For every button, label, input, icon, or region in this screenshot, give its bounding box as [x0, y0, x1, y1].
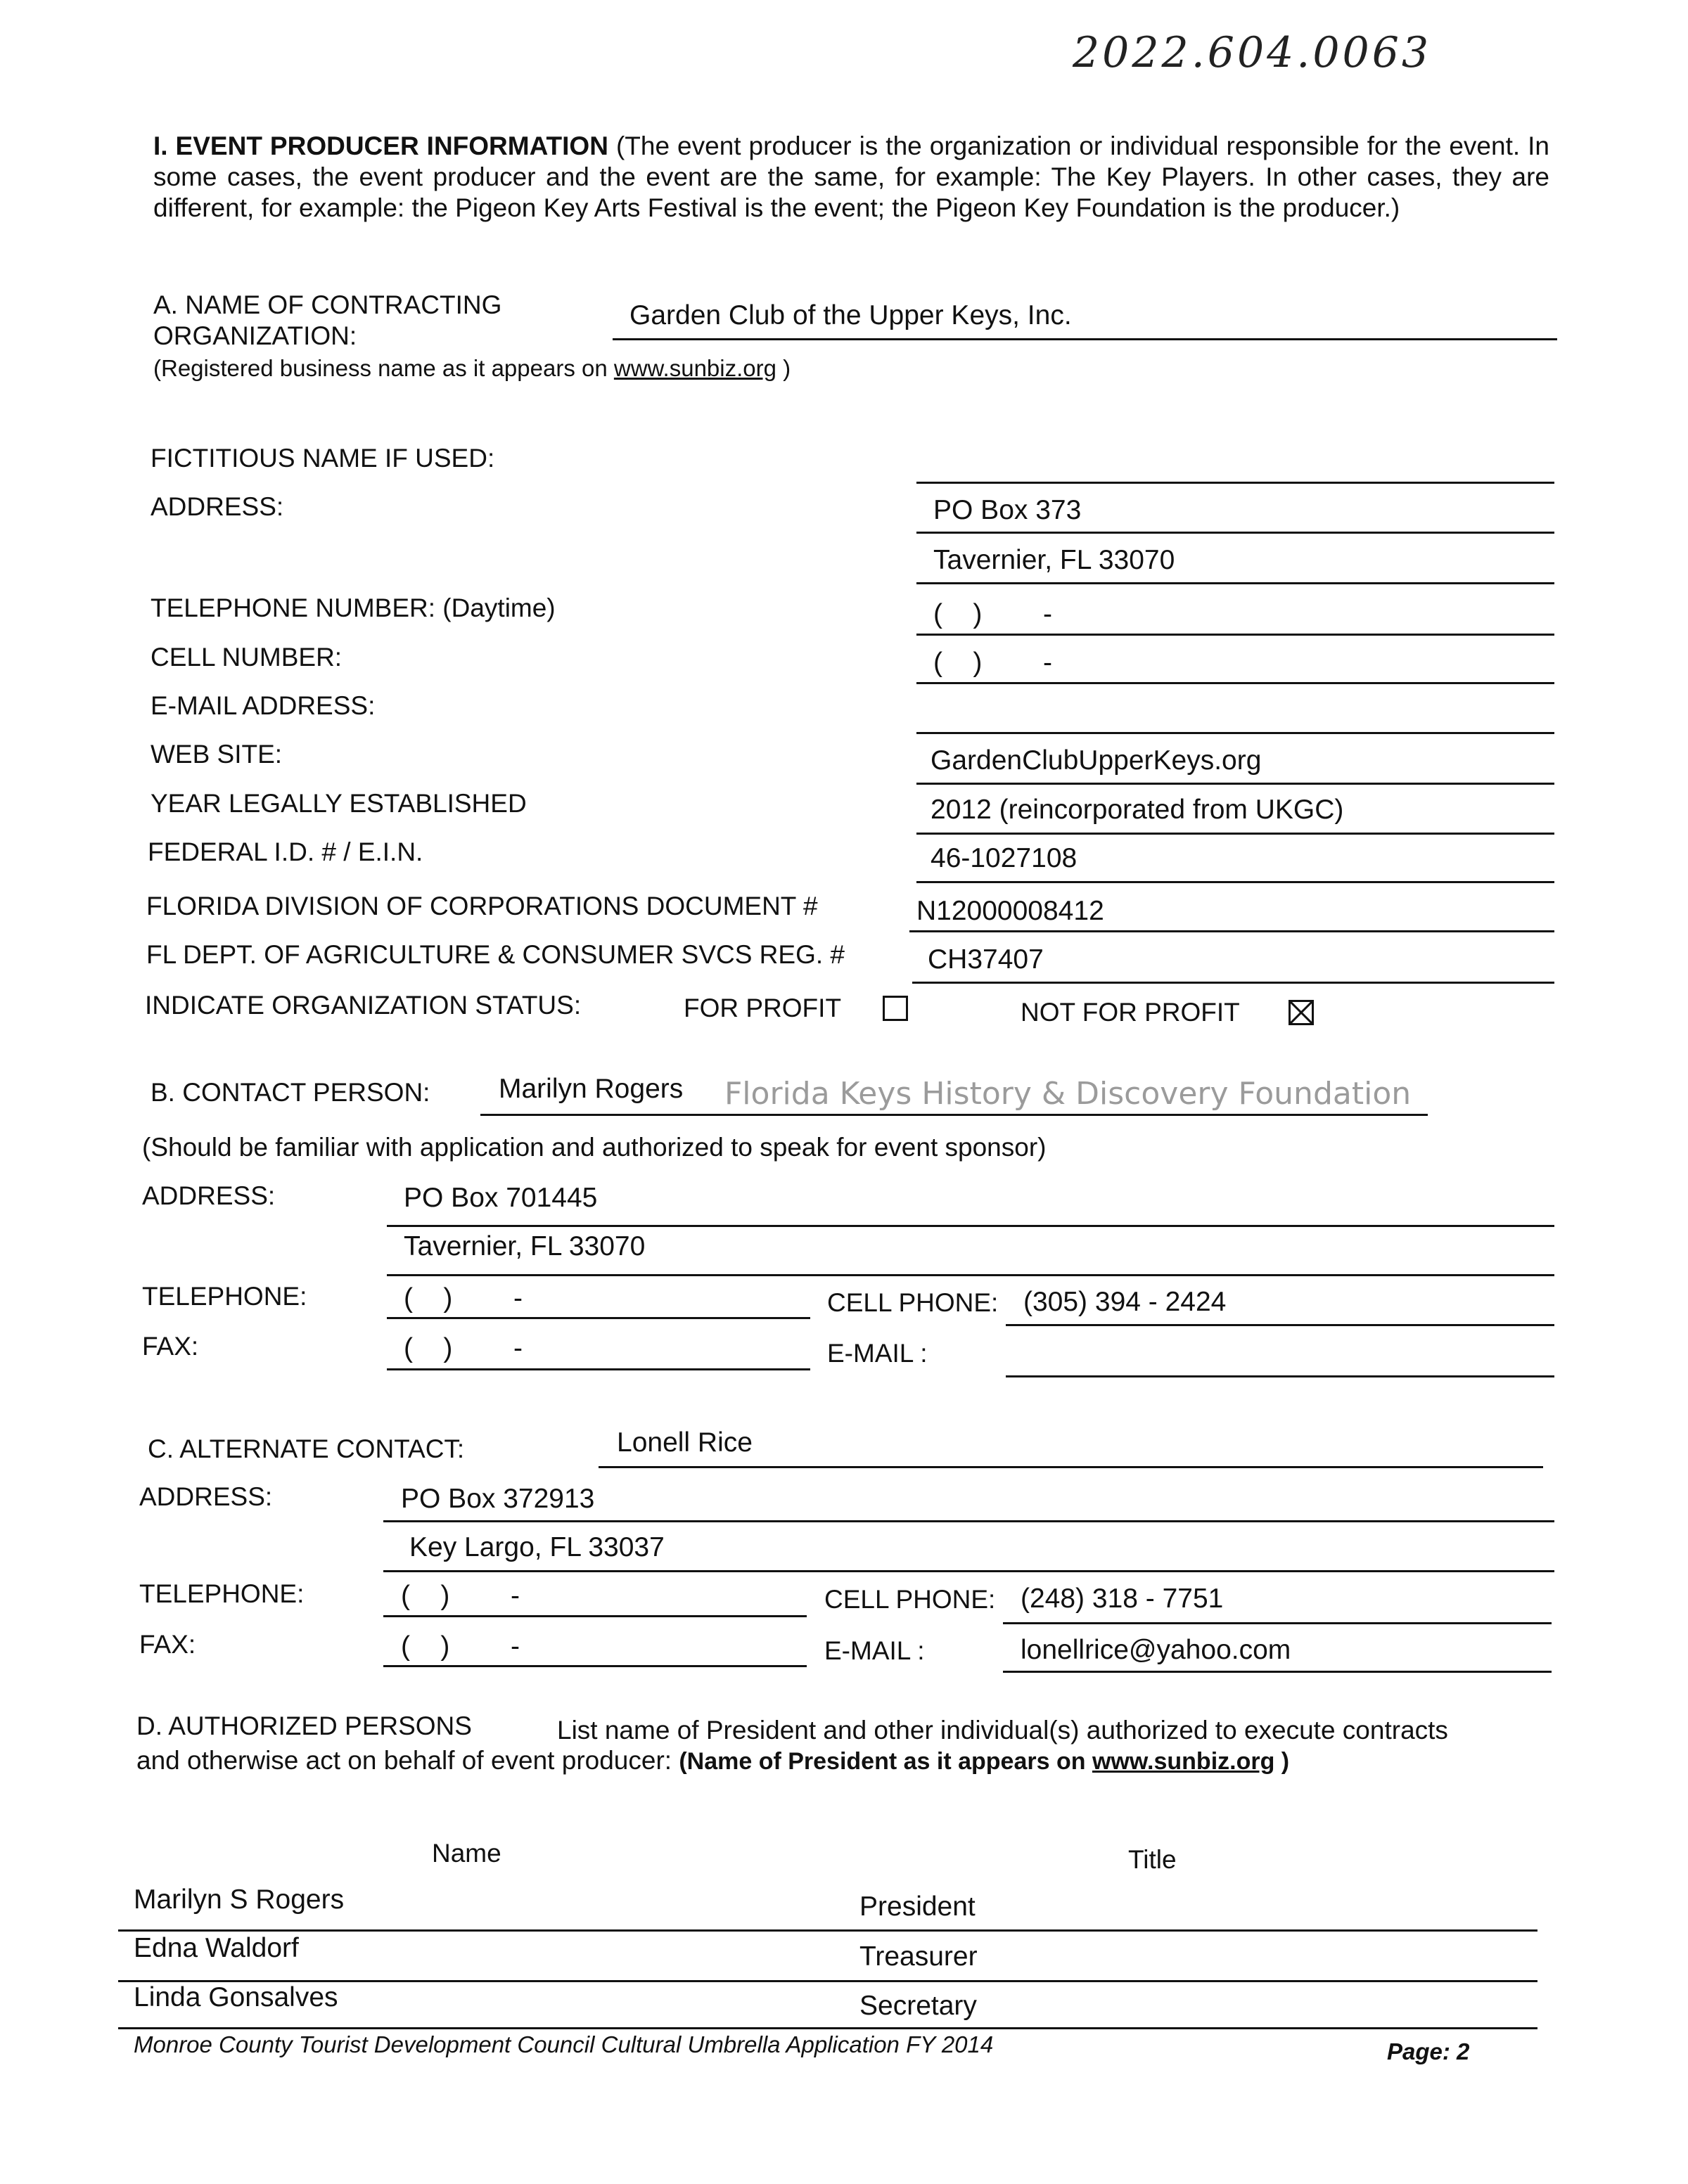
authorized-title[interactable]: Treasurer [859, 1941, 978, 1972]
alternate-fax-label: FAX: [139, 1630, 196, 1659]
alternate-fax-line [383, 1665, 807, 1667]
org-name-label-2: ORGANIZATION: [153, 321, 357, 350]
org-name-value[interactable]: Garden Club of the Upper Keys, Inc. [629, 300, 1072, 330]
authorized-title[interactable]: President [859, 1891, 976, 1922]
contact-address-line1-line [387, 1225, 1554, 1227]
fl-doc-value[interactable]: N12000008412 [916, 896, 1104, 926]
sunbiz-link-2[interactable]: www.sunbiz.org [1092, 1748, 1275, 1775]
status-label: INDICATE ORGANIZATION STATUS: [145, 991, 582, 1020]
not-for-profit-checkbox[interactable] [1289, 1000, 1314, 1025]
authorized-title[interactable]: Secretary [859, 1991, 977, 2021]
org-name-note [153, 356, 791, 381]
authorized-text-2c: ) [1274, 1748, 1290, 1775]
alternate-email-label: E-MAIL : [824, 1636, 925, 1665]
cell-value[interactable]: ( ) - [933, 648, 1052, 678]
address-line1-line [916, 532, 1554, 534]
ein-line [916, 881, 1554, 883]
checked-x-icon [1291, 1002, 1312, 1023]
footer-text: Monroe County Tourist Development Council Cultural Umbrella Application FY 2014 [134, 2031, 994, 2057]
authorized-row-line [118, 1929, 1537, 1932]
alternate-address-line2[interactable]: Key Largo, FL 33037 [409, 1532, 665, 1562]
year-value[interactable]: 2012 (reincorporated from UKGC) [931, 795, 1344, 825]
fictitious-label: FICTITIOUS NAME IF USED: [151, 444, 495, 473]
agri-value[interactable]: CH37407 [928, 944, 1044, 975]
section-intro-text: (The event producer is the organization or individual responsible for the event. In some cases, the event producer and the event are the same, for example: The Key Players. In other cases, they are different, for example: the Pigeon Key Arts Festival is the event; the Pigeon Key Foundation is the producer.) [153, 131, 1549, 222]
alternate-address-line1-line [383, 1520, 1554, 1522]
alternate-contact-line [599, 1466, 1543, 1468]
ein-value[interactable]: 46-1027108 [931, 843, 1078, 873]
alternate-contact-value[interactable]: Lonell Rice [617, 1427, 753, 1458]
contact-note: (Should be familiar with application and authorized to speak for event sponsor) [142, 1133, 1047, 1162]
contact-telephone-line [387, 1317, 810, 1319]
address-line2-line [916, 582, 1554, 584]
telephone-line [916, 634, 1554, 636]
column-header-name: Name [432, 1839, 501, 1868]
agri-label: FL DEPT. OF AGRICULTURE & CONSUMER SVCS REG. # [146, 940, 845, 969]
email-label: E-MAIL ADDRESS: [151, 691, 376, 720]
website-label: WEB SITE: [151, 740, 283, 769]
sunbiz-link[interactable]: www.sunbiz.org [613, 355, 776, 381]
contact-cell-line [1006, 1324, 1554, 1326]
contact-address-line2-line [387, 1274, 1554, 1276]
contact-fax-value[interactable]: ( ) - [404, 1333, 523, 1363]
year-label: YEAR LEGALLY ESTABLISHED [151, 789, 527, 818]
alternate-address-line2-line [383, 1570, 1554, 1572]
alternate-telephone-line [383, 1615, 807, 1617]
telephone-label: TELEPHONE NUMBER: (Daytime) [151, 593, 556, 622]
agri-line [912, 982, 1554, 984]
for-profit-label: FOR PROFIT [684, 994, 842, 1022]
watermark: Florida Keys History & Discovery Foundation [724, 1076, 1412, 1112]
note-text: (Registered business name as it appears on [153, 355, 614, 381]
year-line [916, 833, 1554, 835]
alternate-email-value[interactable]: lonellrice@yahoo.com [1021, 1635, 1291, 1665]
authorized-name[interactable]: Linda Gonsalves [134, 1982, 338, 2012]
fictitious-line [916, 482, 1554, 484]
contact-telephone-value[interactable]: ( ) - [404, 1283, 523, 1313]
telephone-value[interactable]: ( ) - [933, 599, 1052, 629]
alternate-cell-line [1003, 1622, 1552, 1624]
authorized-text-2b: (Name of President as it appears on [679, 1748, 1092, 1775]
address-line1-value[interactable]: PO Box 373 [933, 495, 1082, 525]
column-header-title: Title [1128, 1845, 1177, 1874]
authorized-name[interactable]: Edna Waldorf [134, 1933, 299, 1963]
alternate-address-line1[interactable]: PO Box 372913 [401, 1484, 595, 1514]
contact-person-label: B. CONTACT PERSON: [151, 1078, 430, 1107]
contact-cell-value[interactable]: (305) 394 - 2424 [1023, 1287, 1227, 1317]
address-line2-value[interactable]: Tavernier, FL 33070 [933, 545, 1175, 575]
alternate-telephone-value[interactable]: ( ) - [401, 1581, 520, 1611]
contact-address-line2[interactable]: Tavernier, FL 33070 [404, 1231, 646, 1261]
authorized-text-1: List name of President and other individual(s) authorized to execute contracts [557, 1716, 1448, 1745]
alternate-cell-label: CELL PHONE: [824, 1585, 996, 1614]
page-number: Page: 2 [1387, 2038, 1470, 2064]
website-line [916, 783, 1554, 785]
section-intro [153, 131, 1549, 224]
email-line [916, 732, 1554, 734]
cell-label: CELL NUMBER: [151, 643, 343, 672]
alternate-email-line [1003, 1671, 1552, 1673]
contact-fax-line [387, 1368, 810, 1370]
cell-line [916, 682, 1554, 684]
contact-address-label: ADDRESS: [142, 1181, 276, 1210]
contact-fax-label: FAX: [142, 1332, 199, 1361]
ein-label: FEDERAL I.D. # / E.I.N. [148, 837, 423, 866]
contact-email-line [1006, 1375, 1554, 1377]
authorized-text-2 [136, 1747, 1289, 1775]
section-title: I. EVENT PRODUCER INFORMATION [153, 131, 608, 160]
alternate-fax-value[interactable]: ( ) - [401, 1631, 520, 1662]
address-label: ADDRESS: [151, 492, 284, 521]
fl-doc-label: FLORIDA DIVISION OF CORPORATIONS DOCUMENT # [146, 892, 818, 920]
authorized-row-line [118, 2027, 1537, 2029]
website-value[interactable]: GardenClubUpperKeys.org [931, 745, 1262, 776]
note-end: ) [776, 355, 791, 381]
contact-telephone-label: TELEPHONE: [142, 1282, 307, 1311]
contact-person-line [480, 1114, 1428, 1116]
for-profit-checkbox[interactable] [883, 996, 908, 1021]
authorized-label: D. AUTHORIZED PERSONS [136, 1711, 472, 1740]
not-for-profit-label: NOT FOR PROFIT [1021, 998, 1240, 1027]
handwritten-accession-number: 2022.604.0063 [1073, 28, 1432, 77]
alternate-telephone-label: TELEPHONE: [139, 1579, 305, 1608]
authorized-name[interactable]: Marilyn S Rogers [134, 1884, 345, 1915]
contact-email-label: E-MAIL : [827, 1339, 928, 1368]
contact-address-line1[interactable]: PO Box 701445 [404, 1183, 598, 1213]
org-name-label-1: A. NAME OF CONTRACTING [153, 290, 502, 319]
alternate-contact-label: C. ALTERNATE CONTACT: [148, 1434, 465, 1463]
alternate-cell-value[interactable]: (248) 318 - 7751 [1021, 1584, 1224, 1614]
contact-person-value[interactable]: Marilyn Rogers [499, 1074, 684, 1104]
authorized-text-2a: and otherwise act on behalf of event producer: [136, 1746, 679, 1775]
fl-doc-line [909, 930, 1554, 932]
org-name-line [613, 338, 1557, 340]
alternate-address-label: ADDRESS: [139, 1482, 273, 1511]
contact-cell-label: CELL PHONE: [827, 1288, 999, 1317]
